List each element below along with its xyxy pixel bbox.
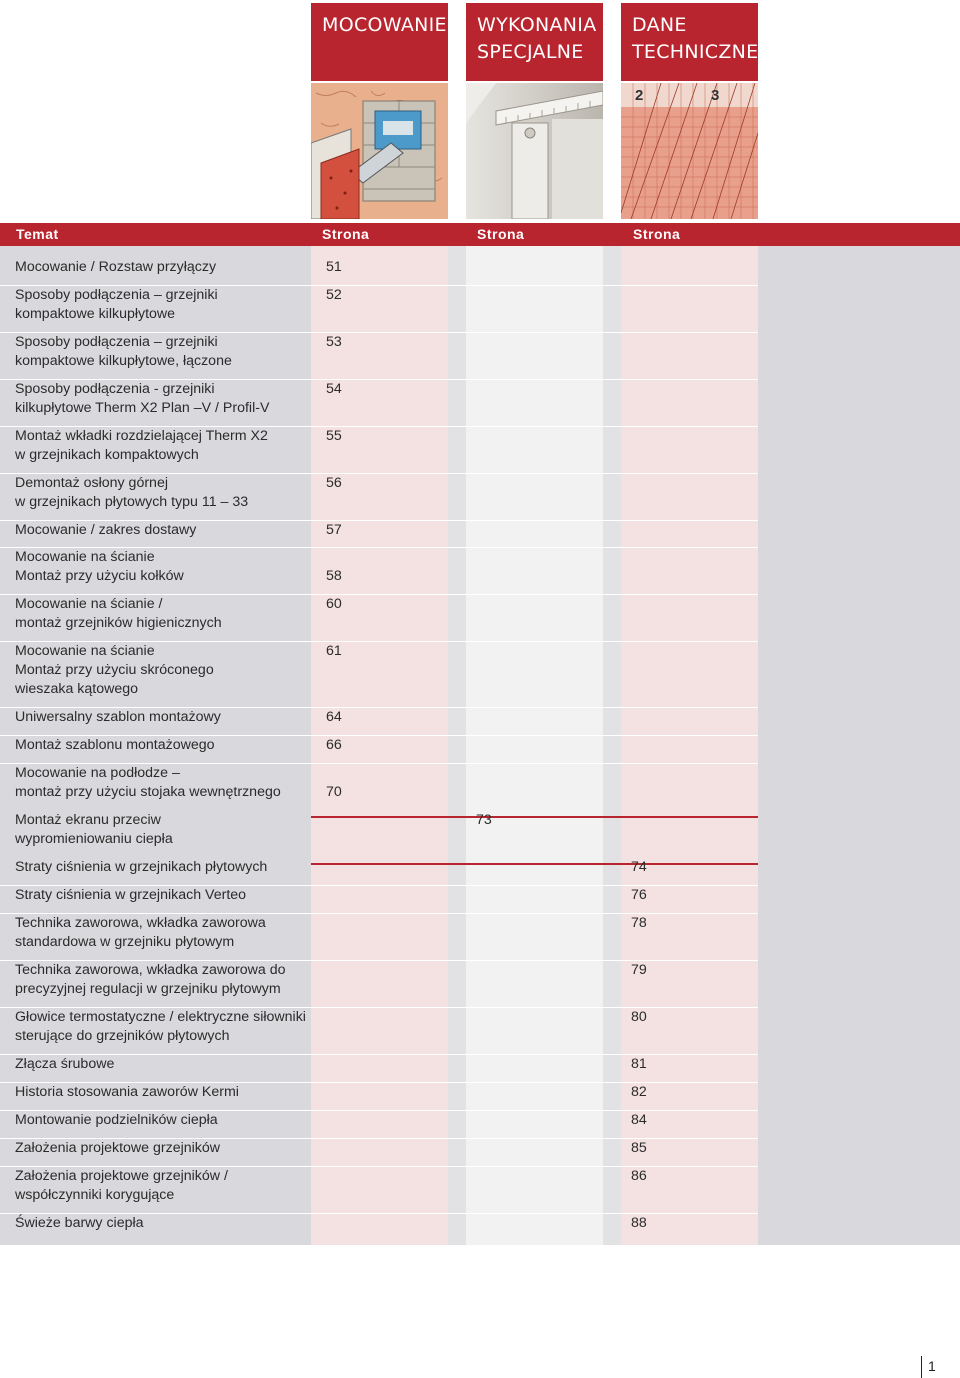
table-header — [0, 223, 960, 246]
row-topic-line: Mocowanie na ścianie — [15, 549, 155, 565]
row-topic — [15, 914, 310, 952]
table-row — [0, 380, 758, 427]
row-page-number: 52 — [326, 287, 342, 303]
row-page-number: 80 — [631, 1009, 647, 1025]
row-page-number: 64 — [326, 709, 342, 725]
header-page-col3: Strona — [633, 226, 681, 242]
row-page-number: 55 — [326, 428, 342, 444]
table-row — [0, 286, 758, 333]
row-topic — [15, 642, 310, 699]
column-title-line1: DANE — [632, 14, 687, 36]
row-page-number: 81 — [631, 1056, 647, 1072]
table-row — [0, 961, 758, 1008]
row-topic-line: Montowanie podzielników ciepła — [15, 1112, 218, 1128]
table-row — [0, 333, 758, 380]
row-page-number: 53 — [326, 334, 342, 350]
row-topic-line: kompaktowe kilkupłytowe — [15, 306, 176, 322]
row-page-number: 58 — [326, 568, 342, 584]
row-topic — [15, 1111, 310, 1130]
row-topic-line: Demontaż osłony górnej — [15, 475, 168, 491]
table-row — [0, 474, 758, 521]
table-row — [0, 1083, 758, 1111]
row-topic-line: Montaż szablonu montażowego — [15, 737, 215, 753]
row-topic — [15, 427, 310, 465]
row-topic — [15, 764, 310, 802]
row-topic-line: Technika zaworowa, wkładka zaworowa — [15, 915, 266, 931]
row-topic — [15, 736, 310, 755]
table-row — [0, 1111, 758, 1139]
row-page-number: 88 — [631, 1215, 647, 1231]
column-title: MOCOWANIE — [322, 14, 447, 36]
row-topic-line: kompaktowe kilkupłytowe, łączone — [15, 353, 232, 369]
row-page-number: 78 — [631, 915, 647, 931]
chart-label-2: 2 — [635, 87, 644, 104]
table-row — [0, 858, 758, 886]
row-page-number: 54 — [326, 381, 342, 397]
row-topic — [15, 258, 310, 277]
row-topic-line: Założenia projektowe grzejników — [15, 1140, 221, 1156]
row-topic-line: montaż grzejników higienicznych — [15, 615, 222, 631]
table-row — [0, 764, 758, 811]
table-row — [0, 1139, 758, 1167]
row-page-number: 70 — [326, 784, 342, 800]
row-topic-line: Złącza śrubowe — [15, 1056, 115, 1072]
row-page-number: 56 — [326, 475, 342, 491]
row-topic — [15, 886, 310, 905]
row-topic-line: Technika zaworowa, wkładka zaworowa do — [15, 962, 286, 978]
row-topic-line: Uniwersalny szablon montażowy — [15, 709, 221, 725]
row-topic-line: Montaż przy użyciu skróconego — [15, 662, 214, 678]
row-topic-line: Mocowanie na ścianie — [15, 643, 155, 659]
row-page-number: 51 — [326, 259, 342, 275]
column-header-dane-techniczne — [621, 3, 758, 81]
row-page-number: 84 — [631, 1112, 647, 1128]
row-page-number: 57 — [326, 522, 342, 538]
row-topic — [15, 811, 310, 849]
table-row — [0, 736, 758, 764]
row-page-number: 79 — [631, 962, 647, 978]
row-topic-line: Głowice termostatyczne / elektryczne siłowniki — [15, 1009, 306, 1025]
table-row — [0, 914, 758, 961]
row-topic — [15, 595, 310, 633]
row-topic-line: Założenia projektowe grzejników / — [15, 1168, 228, 1184]
table-row — [0, 427, 758, 474]
table-row — [0, 548, 758, 595]
row-topic-line: wieszaka kątowego — [15, 681, 139, 697]
wall-mounting-photo — [311, 83, 448, 219]
row-topic — [15, 521, 310, 540]
column-title-line2: TECHNICZNE — [632, 41, 759, 63]
row-topic-line: Straty ciśnienia w grzejnikach Verteo — [15, 887, 247, 903]
row-page-number: 74 — [631, 859, 647, 875]
table-row — [0, 595, 758, 642]
row-page-number: 66 — [326, 737, 342, 753]
row-topic — [15, 1083, 310, 1102]
row-topic-line: Montaż ekranu przeciw — [15, 812, 161, 828]
table-row — [0, 708, 758, 736]
row-topic — [15, 708, 310, 727]
row-page-number: 85 — [631, 1140, 647, 1156]
header-topic: Temat — [16, 226, 59, 242]
row-topic — [15, 961, 310, 999]
row-topic-line: współczynniki korygujące — [15, 1187, 175, 1203]
row-topic-line: Mocowanie / Rozstaw przyłączy — [15, 259, 217, 275]
table-row — [0, 1167, 758, 1214]
technical-chart-graphic — [621, 83, 758, 219]
row-topic-line: sterujące do grzejników płytowych — [15, 1028, 230, 1044]
column-title-line2: SPECJALNE — [477, 41, 584, 63]
row-topic-line: wypromieniowaniu ciepła — [15, 831, 173, 847]
row-topic — [15, 380, 310, 418]
table-row — [0, 642, 758, 708]
row-topic-line: Mocowanie na podłodze – — [15, 765, 180, 781]
row-page-number: 61 — [326, 643, 342, 659]
row-page-number: 73 — [476, 812, 492, 828]
row-topic-line: w grzejnikach płytowych typu 11 – 33 — [15, 494, 249, 510]
column-header-mocowanie — [311, 3, 448, 81]
table-row — [0, 258, 758, 286]
row-topic — [15, 1008, 310, 1046]
row-page-number: 82 — [631, 1084, 647, 1100]
header-page-col1: Strona — [322, 226, 370, 242]
row-topic — [15, 548, 310, 586]
row-page-number: 86 — [631, 1168, 647, 1184]
row-topic-line: Montaż wkładki rozdzielającej Therm X2 — [15, 428, 268, 444]
row-page-number: 60 — [326, 596, 342, 612]
table-row — [0, 521, 758, 548]
row-topic — [15, 333, 310, 371]
table-row — [0, 1055, 758, 1083]
row-topic — [15, 1139, 310, 1158]
row-topic-line: Mocowanie na ścianie / — [15, 596, 163, 612]
table-row — [0, 811, 758, 858]
row-topic — [15, 858, 310, 877]
row-topic-line: Mocowanie / zakres dostawy — [15, 522, 197, 538]
row-topic — [15, 1214, 310, 1233]
radiator-photo — [466, 83, 603, 219]
row-topic-line: kilkupłytowe Therm X2 Plan –V / Profil-V — [15, 400, 270, 416]
row-topic — [15, 286, 310, 324]
row-topic-line: standardowa w grzejniku płytowym — [15, 934, 235, 950]
table-row — [0, 1214, 758, 1245]
row-topic — [15, 1055, 310, 1074]
column-title-line1: WYKONANIA — [477, 14, 597, 36]
row-topic-line: Montaż przy użyciu kołków — [15, 568, 184, 584]
row-page-number: 76 — [631, 887, 647, 903]
row-topic-line: w grzejnikach kompaktowych — [15, 447, 199, 463]
table-row — [0, 1008, 758, 1055]
page-number: 1 — [921, 1356, 936, 1378]
chart-label-3: 3 — [711, 87, 720, 104]
row-topic-line: Sposoby podłączenia – grzejniki — [15, 287, 218, 303]
row-topic-line: precyzyjnej regulacji w grzejniku płytowym — [15, 981, 281, 997]
row-topic-line: Historia stosowania zaworów Kermi — [15, 1084, 239, 1100]
row-topic — [15, 1167, 310, 1205]
header-page-col2: Strona — [477, 226, 525, 242]
row-topic-line: Sposoby podłączenia - grzejniki — [15, 381, 215, 397]
column-header-wykonania-specjalne — [466, 3, 603, 81]
row-topic-line: Sposoby podłączenia – grzejniki — [15, 334, 218, 350]
row-topic — [15, 474, 310, 512]
table-row — [0, 886, 758, 914]
row-topic-line: Straty ciśnienia w grzejnikach płytowych — [15, 859, 268, 875]
row-topic-line: montaż przy użyciu stojaka wewnętrznego — [15, 784, 281, 800]
row-topic-line: Świeże barwy ciepła — [15, 1215, 144, 1231]
